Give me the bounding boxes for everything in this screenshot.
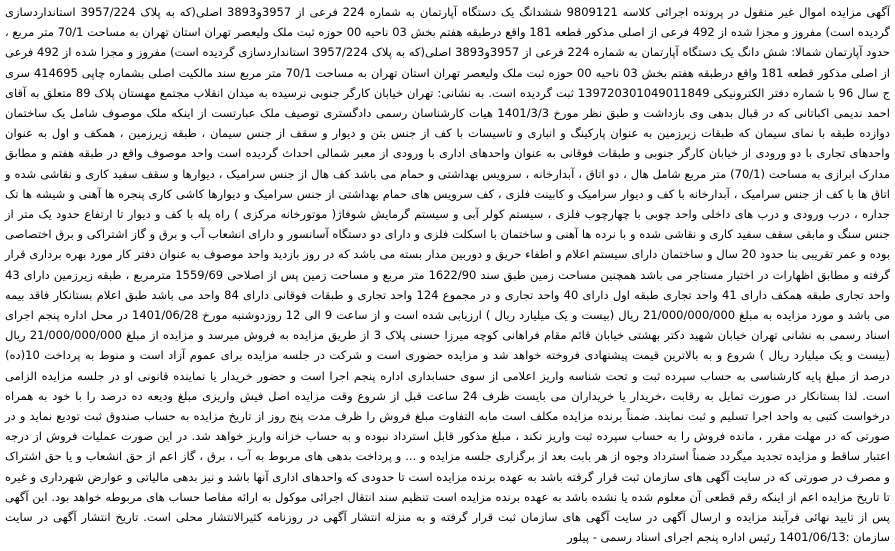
auction-notice-text: آگهی مزایده اموال غیر منقول در پرونده اجرائی کلاسه 9809121 ششدانگ یک دستگاه آپارتمان به شماره 224 فرعی از 3957و3893 اصلی(که به پلاک 3957/224 استانداردسازی گردیده است) مفروز و مجزا شده از 492 فرعی از اصلی مذکور قطعه 181 واقع درطبقه هفتم بخش 03 ناحیه 00 حوزه ثبت ملک ولیعصر تهران استان تهران به مساحت 70/1 متر مربع ، حدود آپارتمان شمالا: شش دانگ یک دستگاه آپارتمان به شماره 224 فرعی از 3957و3893 اصلی(که به پلاک 3957/224 استانداردسازی گردیده است) مفروز و مجزا شده از 492 فرعی از اصلی مذکور قطعه 181 واقع درطبقه هفتم بخش 03 ناحیه 00 حوزه ثبت ملک ولیعصر تهران استان تهران به مساحت 70/1 متر مربع سند مالکیت اصلی بشماره چاپی 414695 سری ج سال 96 با شماره دفتر الکترونیکی 139720301049011849 ثبت گردیده است. به نشانی: تهران خیابان کارگر جنوبی نرسیده به میدان انقلاب مجتمع مهستان پلاک 89 متعلق به آقای احمد ندیمی اکباتانی که در قبال بدهی وی بازداشت و طبق نظر مورخ 1401/3/3 هیات کارشناسان رسمی دادگستری توصیف ملک عبارتست از اینکه ملک موصوف شامل یک ساختمان دوازده طبقه با نمای سیمان که طبقات زیرزمین به عنوان پارکینگ و انباری و تاسیسات با کف از جنس بتن و دیوار و سقف از جنس سیمان ، طبقه زیرزمین ، همکف و اول به عنوان واحدهای تجاری با دو ورودی از خیابان کارگر جنوبی و طبقات فوقانی به عنوان واحدهای اداری با ورودی از معبر شمالی احداث گردیده است واحد موصوف واقع در طبقه هفتم و مطابق مدارک ابرازی به مساحت (70/1) متر مربع شامل هال ، دو اتاق ، آبدارخانه ، سرویس بهداشتی و حمام می باشد کف هال از جنس سرامیک ، دیوارها و سقف سفید کاری و نقاشی شده و اتاق ها با کف از جنس سرامیک ، آبدارخانه با کف و دیوار سرامیک و کابینت فلزی ، کف سرویس های حمام بهداشتی از جنس سرامیک و دیوارها کاشی کاری پنجره ها آهنی و شیشه ها تک جداره ، درب ورودی و درب های داخلی واحد چوبی با چهارچوب فلزی ، سیستم کولر آبی و سیستم گرمایش شوفاژ( موتورخانه مرکزی ) راه پله با کف و دیوار تا ارتفاع حدود یک متر از جنس سنگ و مابقی سقف سفید کاری و نقاشی شده و با نرده ها آهنی و ساختمان با اسکلت فلزی و دارای دو دستگاه آسانسور و دارای انشعاب آب و برق و گاز اشتراکی و برق اختصاصی بوده و عمر تقریبی بنا حدود 20 سال و ساختمان دارای سیستم اعلام و اطفاء حریق و دوربین مدار بسته می باشد که در روز بازدید واحد موصوف به عنوان دفتر کار مورد بهره برداری قرار گرفته و مطابق اظهارات در اختیار مستاجر می باشد همچنین مساحت زمین طبق سند 1622/90 متر مربع و مساحت زمین پس از اصلاحی 1559/69 مترمربع ، طبقه زیرزمین دارای 43 واحد تجاری طبقه همکف دارای 41 واحد تجاری طبقه اول دارای 40 واحد تجاری و در مجموع 124 واحد تجاری و طبقات فوقانی دارای 84 واحد می باشد طبق اعلام بستانکار فاقد بیمه می باشد و مورد مزایده به مبلغ 21/000/000/000 ریال (بیست و یک میلیارد ریال ) ارزیابی شده است و از ساعت 9 الی 12 روزدوشنبه مورخ 1401/06/28 در محل اداره پنجم اجرای اسناد رسمی به نشانی تهران خیابان شهید دکتر بهشتی خیابان قائم مقام فراهانی کوچه میرزا حسنی پلاک 3 از طریق مزایده به فروش میرسد و مزایده از مبلغ 21/000/000/000 ریال (بیست و یک میلیارد ریال ) شروع و به بالاترین قیمت پیشنهادی فروخته خواهد شد و مزایده حضوری است و شرکت در جلسه مزایده برای عموم آزاد است و منوط به پرداخت 10(ده) درصد از مبلغ پایه کارشناسی به حساب سپرده ثبت و تحت شناسه واریز اعلامی از سوی حسابداری اداره پنجم اجرا است و حضور خریدار یا نماینده قانونی او در جلسه مزایده الزامی است. لذا بستانکار در صورت تمایل به رقابت ،خریدار یا خریداران می بایست ظرف 24 ساعت قبل از شروع وقت مزایده اصل فیش واریزی مبلغ ودیعه ده درصد را با خود به همراه درخواست کتبی به واحد اجرا تسلیم و ثبت نمایند. ضمناً برنده مزایده مکلف است مابه التفاوت مبلغ فروش را ظرف مدت پنج روز از تاریخ مزایده به حساب صندوق ثبت تودیع نماید و در صورتی که در مهلت مقرر ، مانده فروش را به حساب سپرده ثبت واریز نکند ، مبلغ مذکور قابل استرداد نبوده و به حساب خزانه واریز خواهد شد. در این صورت عملیات فروش از درجه اعتبار ساقط و مزایده تجدید میگردد ضمناً استرداد وجوه از هر بابت بعد از برگزاری جلسه مزایده و ... و پرداخت بدهی های مربوط به آب ، برق ، گاز اعم از حق انشعاب و یا حق اشتراک و مصرف در صورتی که در سایت آگهی های سازمان ثبت قرار گرفته باشد به عهده برنده مزایده است تا حدودی که واحدهای اداری آنها باشد و نیز بدهی مالیاتی و عوارض شهرداری و غیره تا تاریخ مزایده اعم از اینکه رقم قطعی آن معلوم شده یا نشده باشد به عهده برنده مزایده است تنظیم سند انتقال اجرائی موکول به ارائه مفاصا حساب های مربوطه خواهد بود. این آگهی پس از تایید نهائی فرآیند مزایده و ارسال آگهی در سایت آگهی های سازمان ثبت قرار گرفته و به منزله انتشار آگهی در روزنامه کثیرالانتشار محلی است. تاریخ انتشار آگهی در سایت سازمان :1401/06/13 رئیس اداره پنجم اجرای اسناد رسمی - پیلور — [5, 5, 891, 545]
